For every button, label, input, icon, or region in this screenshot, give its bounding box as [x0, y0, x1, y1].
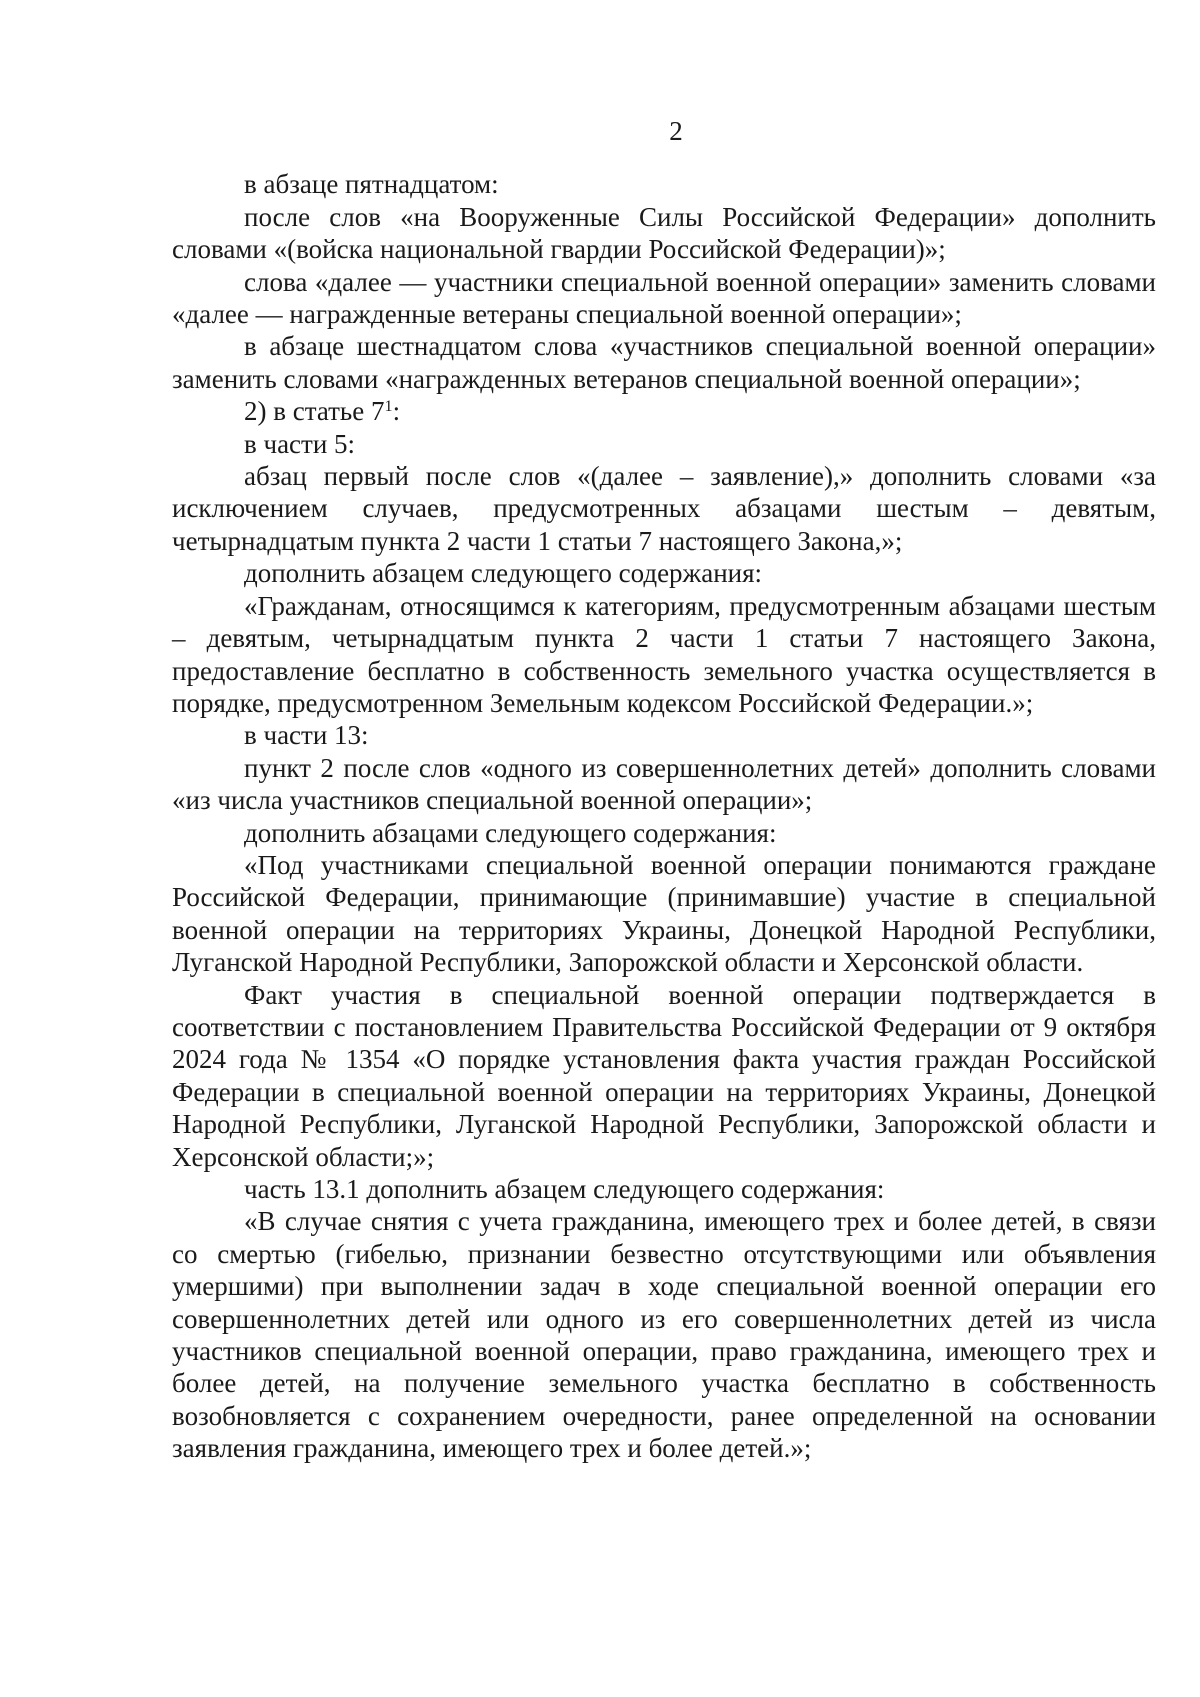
paragraph-4: в абзаце шестнадцатом слова «участников специальной военной операции» заменить словами «награжденных ветеранов специальной военной операции»;: [172, 331, 1156, 394]
paragraph-11: пункт 2 после слов «одного из совершеннолетних детей» дополнить словами «из числа участников специальной военной операции»;: [172, 752, 1156, 816]
paragraph-16: «В случае снятия с учета гражданина, имеющего трех и более детей, в связи со смертью (гибелью, признании безвестно отсутствующими или объявления умершими) при выполнении задач в ходе специальной военной операции его совершеннолетних детей или одного из его совершеннолетних детей из числа участников специальной военной операции, право гражданина, имеющего трех и более детей, на получение земельного участка бесплатно в собственность возобновляется с сохранением очередности, ранее определенной на основании заявления гражданина, имеющего трех и более детей.»;: [172, 1206, 1156, 1464]
paragraph-6: в части 5:: [244, 428, 356, 459]
paragraph-5: [172, 395, 1156, 427]
article-superscript: 1: [384, 397, 393, 416]
paragraph-10: в части 13:: [244, 720, 369, 751]
paragraph-7: абзац первый после слов «(далее – заявление),» дополнить словами «за исключением случаев, предусмотренных абзацами шестым – девятым, четырнадцатым пункта 2 части 1 статьи 7 настоящего Закона,»;: [172, 461, 1156, 556]
page-number: 2: [669, 116, 683, 146]
paragraph-2: после слов «на Вооруженные Силы Российской Федерации» дополнить словами «(войска национальной гвардии Российской Федерации)»;: [172, 201, 1156, 265]
paragraph-12: дополнить абзацами следующего содержания:: [244, 817, 777, 848]
paragraph-1: в абзаце пятнадцатом:: [244, 169, 499, 200]
paragraph-3: слова «далее — участники специальной военной операции» заменить словами «далее — награжденные ветераны специальной военной операции»;: [172, 266, 1156, 330]
paragraph-15: часть 13.1 дополнить абзацем следующего содержания:: [244, 1174, 885, 1204]
article-suffix: :: [392, 396, 401, 427]
document-page: [172, 115, 1156, 1465]
paragraph-9: «Гражданам, относящимся к категориям, предусмотренным абзацами шестым – девятым, четырнадцатым пункта 2 части 1 статьи 7 настоящего Закона, предоставление бесплатно в собственность земельного участка осуществляется в порядке, предусмотренном Земельным кодексом Российской Федерации.»;: [172, 590, 1156, 718]
paragraph-8: дополнить абзацем следующего содержания:: [244, 558, 763, 589]
article-reference: 2) в статье 7: [244, 396, 385, 427]
paragraph-13: «Под участниками специальной военной операции понимаются граждане Российской Федерации, принимающие (принимавшие) участие в специальной военной операции на территориях Украины, Донецкой Народной Республики, Луганской Народной Республики, Запорожской области и Херсонской области.: [172, 849, 1156, 978]
paragraph-14: Факт участия в специальной военной операции подтверждается в соответствии с постановлением Правительства Российской Федерации от 9 октября 2024 года № 1354 «О порядке установления факта участия граждан Российской Федерации в специальной военной операции на территориях Украины, Донецкой Народной Республики, Луганской Народной Республики, Запорожской области и Херсонской области;»;: [172, 979, 1156, 1172]
